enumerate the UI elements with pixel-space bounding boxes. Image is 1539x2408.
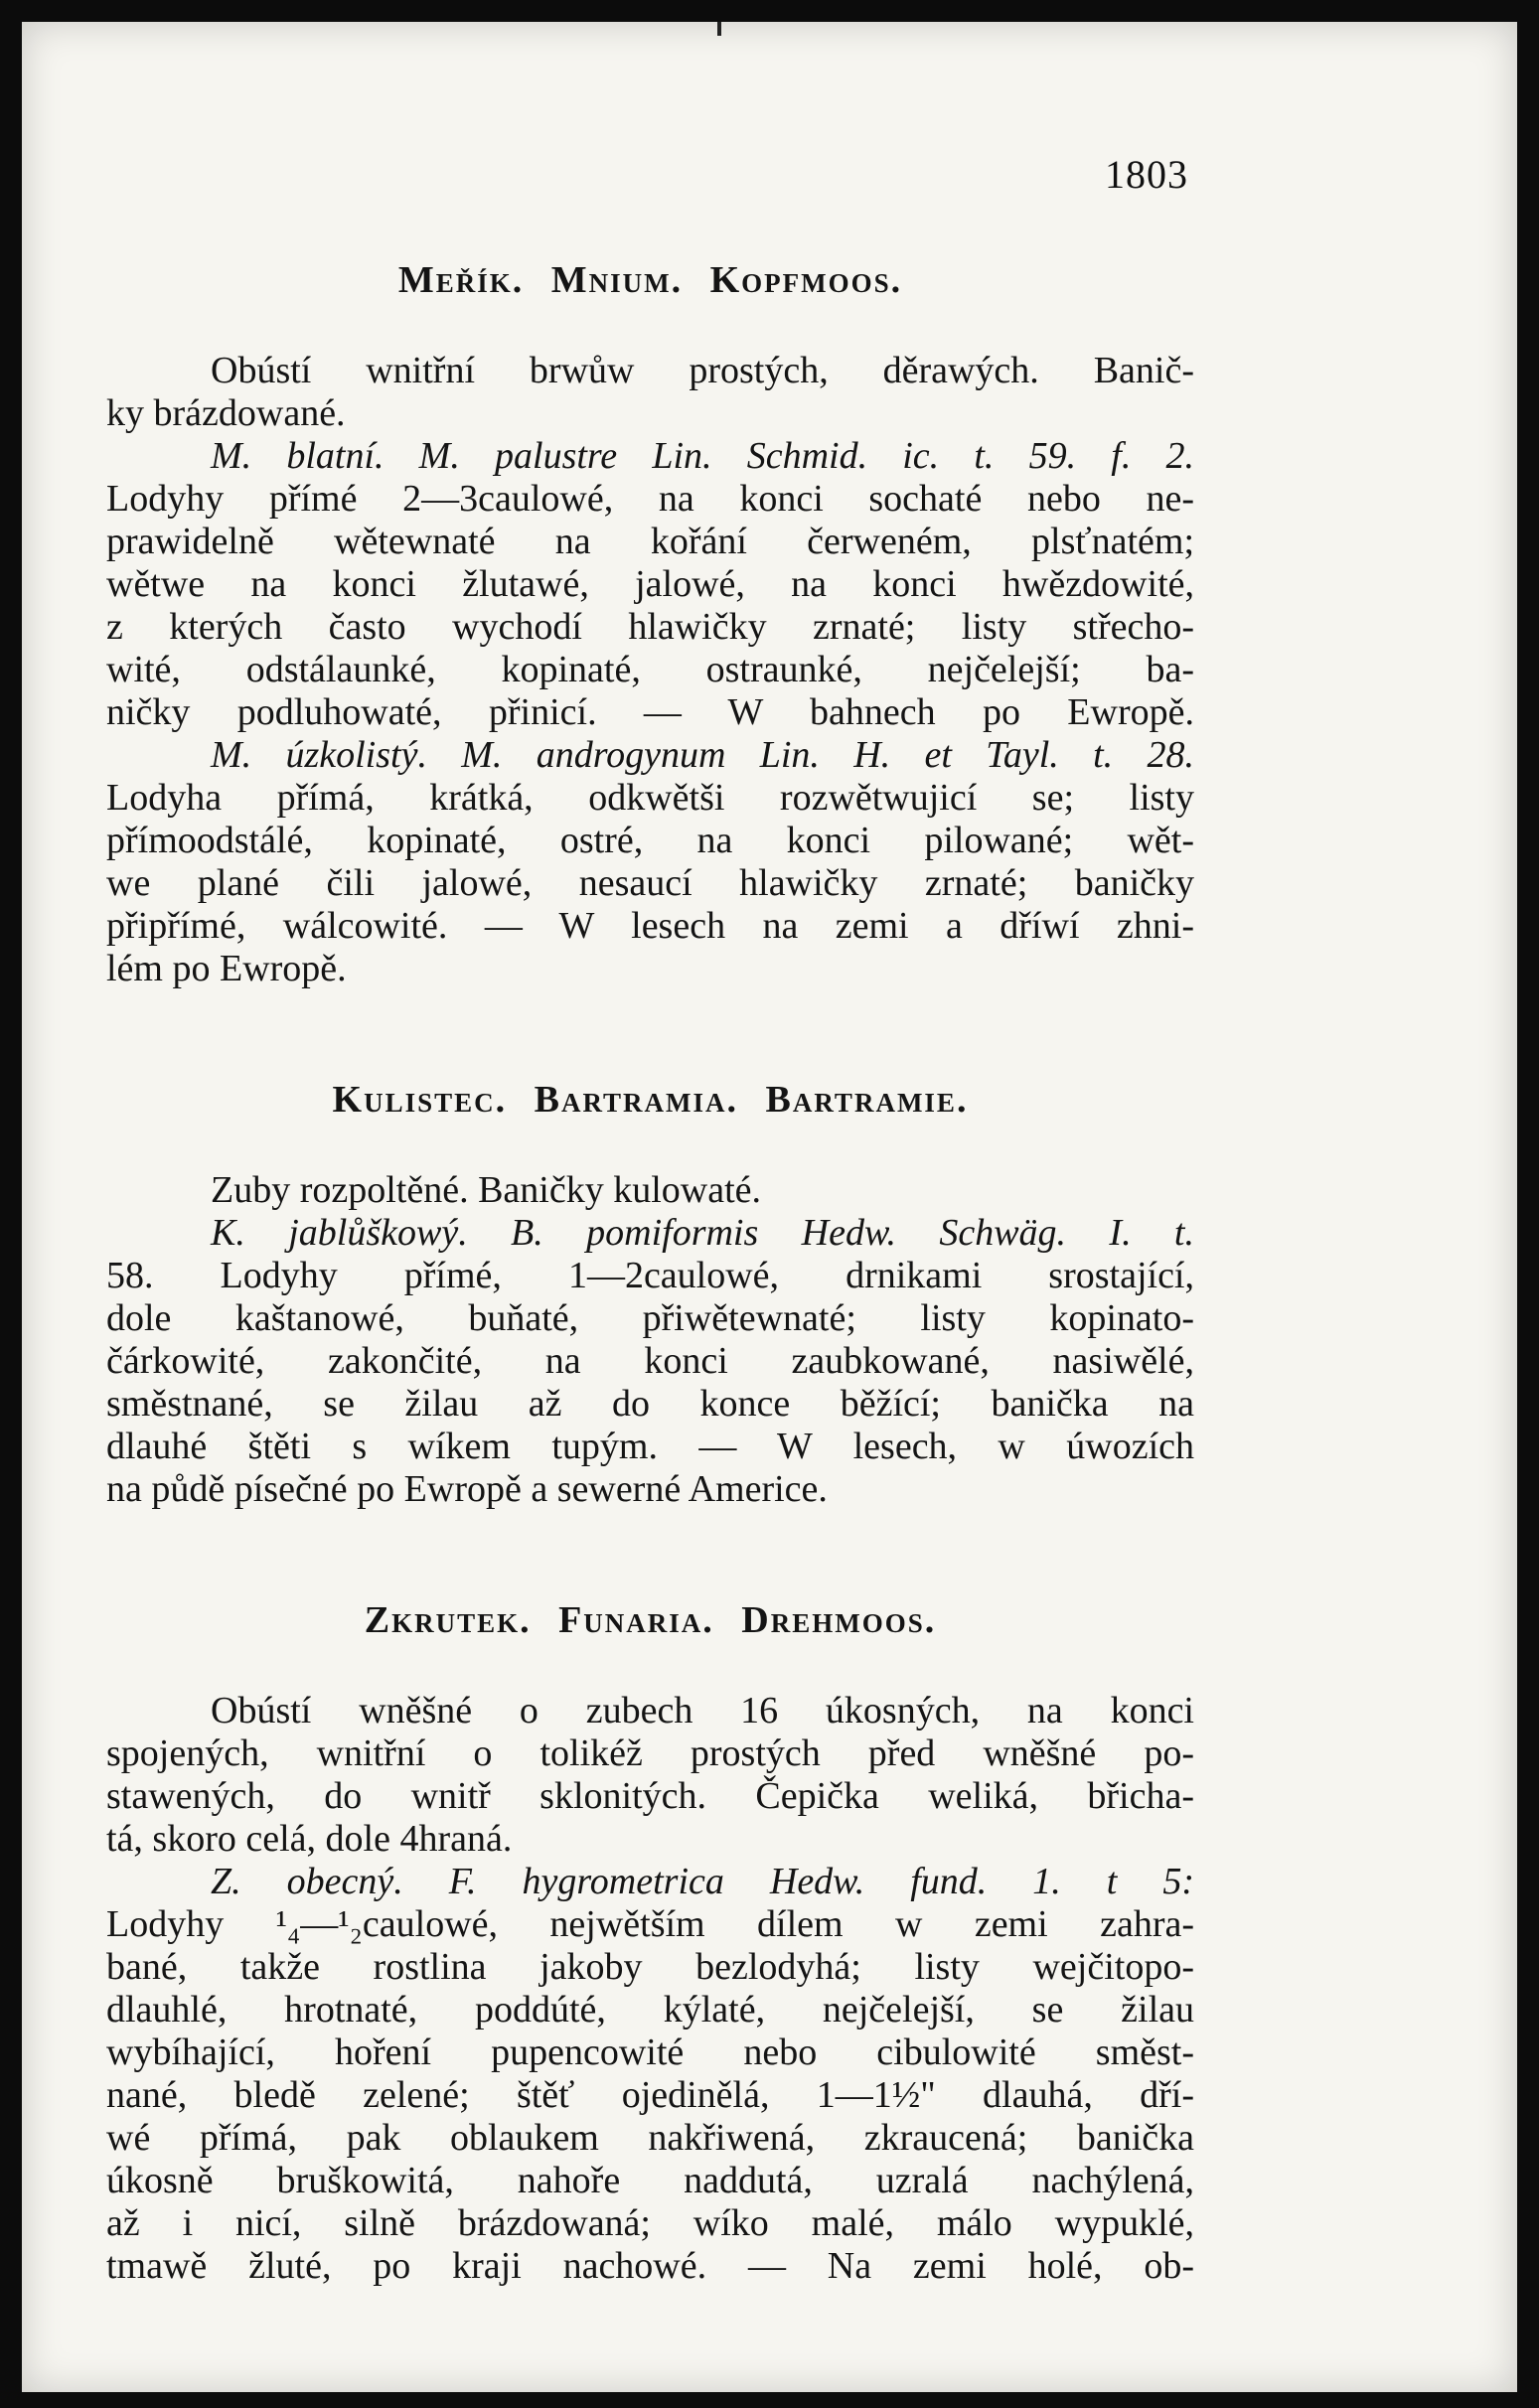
text-line: M. úzkolistý. M. androgynum Lin. H. et Tayl. t. 28. — [211, 734, 1194, 776]
text-line: úkosně bruškowitá, nahoře naddutá, uzralá nachýlená, — [106, 2160, 1194, 2201]
text-line: směstnané, se žilau až do konce běžící; banička na — [106, 1383, 1194, 1425]
page-mark — [717, 22, 721, 36]
section-zkrutek-text — [106, 1690, 1194, 2288]
section-kulistec-text — [106, 1169, 1194, 1511]
text-line: dlauhé štěti s wíkem tupým. — W lesech, w úwozích — [106, 1426, 1194, 1467]
section-heading-meřík: Meřík. Mnium. Kopfmoos. — [397, 259, 903, 301]
text-line: Zuby rozpoltěné. Baničky kulowaté. — [211, 1169, 762, 1211]
page-number: 1803 — [1105, 152, 1188, 197]
section-heading-zkrutek: Zkrutek. Funaria. Drehmoos. — [364, 1599, 937, 1641]
text-line: přímoodstálé, kopinaté, ostré, na konci pilowané; wět- — [106, 820, 1194, 861]
text-line: čárkowité, zakončité, na konci zaubkowané, nasiwělé, — [106, 1340, 1194, 1382]
text-line: ky brázdowané. — [106, 392, 346, 434]
text-line: dlauhlé, hrotnaté, poddúté, kýlaté, nejčelejší, se žilau — [106, 1989, 1194, 2031]
text-line: Lodyhy ¹₄—¹₂caulowé, nejwětším dílem w zemi zahra- — [106, 1903, 1194, 1945]
text-line: nané, bledě zelené; štěť ojedinělá, 1—1½" dlauhá, dří- — [106, 2074, 1194, 2116]
text-line: prawidelně wětewnaté na kořání čerweném, plsťnatém; — [106, 521, 1194, 562]
text-line: až i nicí, silně brázdowaná; wíko malé, málo wypuklé, — [106, 2202, 1194, 2244]
text-line: dole kaštanowé, buňaté, přiwětewnaté; listy kopinato- — [106, 1297, 1194, 1339]
text-line: wé přímá, pak oblaukem nakřiwená, zkraucená; banička — [106, 2117, 1194, 2159]
text-line: stawených, do wnitř sklonitých. Čepička weliká, břicha- — [106, 1775, 1194, 1817]
text-line: wybíhající, hoření pupencowité nebo cibulowité směst- — [106, 2032, 1194, 2073]
text-line: we plané čili jalowé, nesaucí hlawičky zrnaté; baničky — [106, 862, 1194, 904]
text-line: z kterých často wychodí hlawičky zrnaté; listy střecho- — [106, 606, 1194, 648]
text-line: spojených, wnitřní o tolikéž prostých před wněšné po- — [106, 1732, 1194, 1774]
text-line: bané, takže rostlina jakoby bezlodyhá; listy wejčitopo- — [106, 1946, 1194, 1988]
text-line: K. jablůškowý. B. pomiformis Hedw. Schwäg. I. t. — [211, 1212, 1194, 1254]
section-heading-kulistec: Kulistec. Bartramia. Bartramie. — [332, 1079, 969, 1121]
text-line: 58. Lodyhy přímé, 1—2caulowé, drnikami srostající, — [106, 1255, 1194, 1296]
text-line: na půdě písečné po Ewropě a sewerné Americe. — [106, 1468, 828, 1510]
text-line: ničky podluhowaté, přinicí. — W bahnech po Ewropě. — [106, 691, 1194, 733]
text-line: lém po Ewropě. — [106, 948, 347, 989]
text-line: tá, skoro celá, dole 4hraná. — [106, 1818, 513, 1860]
text-line: Obústí wnitřní brwůw prostých, děrawých. Banič- — [211, 350, 1194, 391]
text-line: M. blatní. M. palustre Lin. Schmid. ic. t. 59. f. 2. — [211, 435, 1194, 477]
text-line: Lodyhy přímé 2—3caulowé, na konci sochaté nebo ne- — [106, 478, 1194, 520]
text-line: tmawě žluté, po kraji nachowé. — Na zemi holé, ob- — [106, 2245, 1194, 2287]
section-meřík-text — [106, 350, 1194, 990]
page-body — [106, 240, 1194, 2288]
text-line: připřímé, wálcowité. — W lesech na zemi a dříwí zhni- — [106, 905, 1194, 947]
text-line: Lodyha přímá, krátká, odkwětši rozwětwujicí se; listy — [106, 777, 1194, 819]
text-line: Obústí wněšné o zubech 16 úkosných, na konci — [211, 1690, 1194, 1731]
text-line: Z. obecný. F. hygrometrica Hedw. fund. 1. t 5: — [211, 1861, 1194, 1902]
book-page — [22, 22, 1517, 2392]
text-line: wité, odstálaunké, kopinaté, ostraunké, nejčelejší; ba- — [106, 649, 1194, 690]
text-line: wětwe na konci žlutawé, jalowé, na konci hwězdowité, — [106, 563, 1194, 605]
